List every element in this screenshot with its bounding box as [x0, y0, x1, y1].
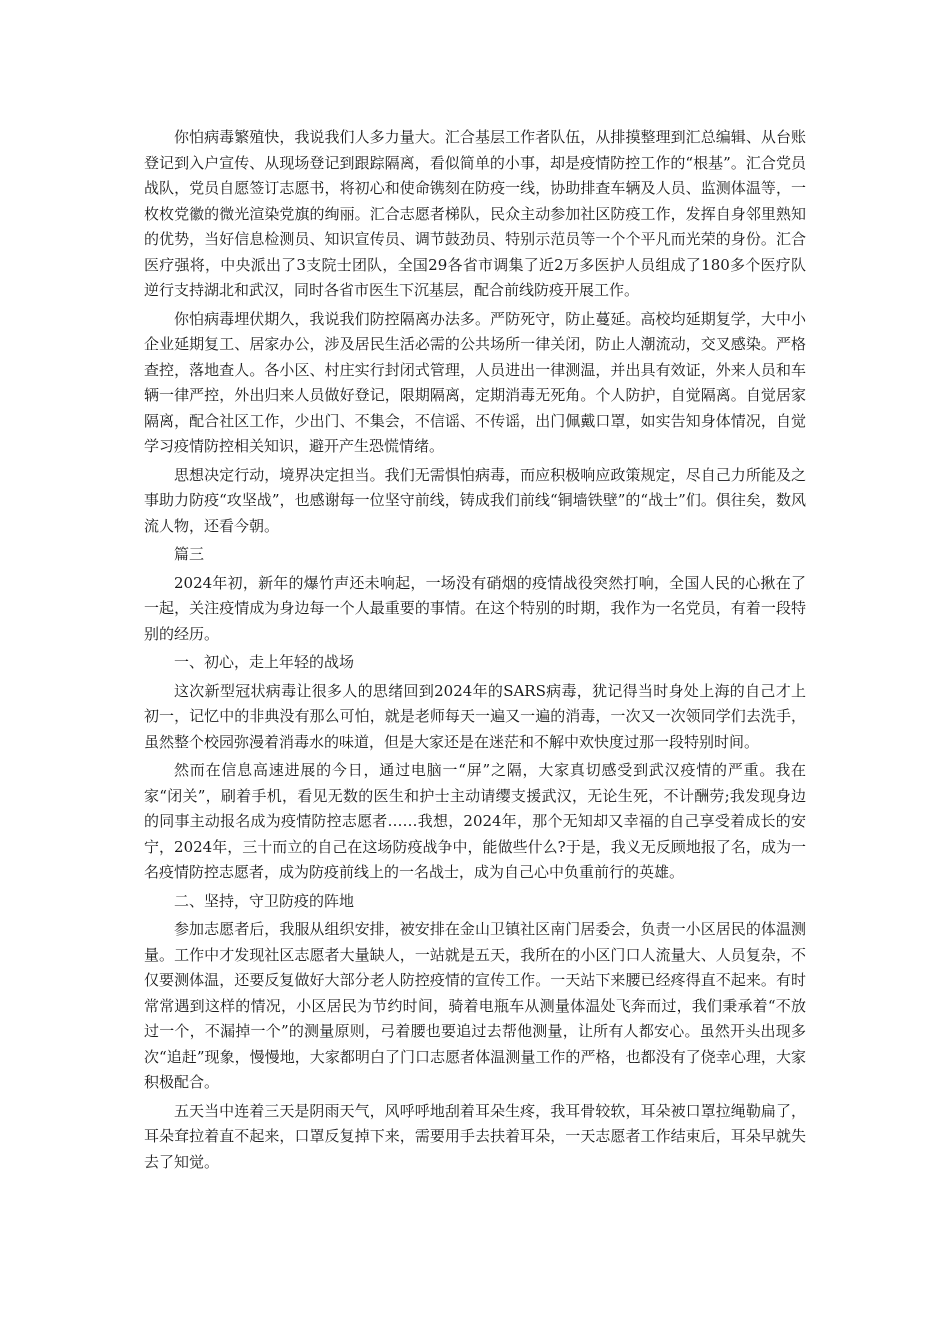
- paragraph-4: 2024年初，新年的爆竹声还未响起，一场没有硝烟的疫情战役突然打响，全国人民的心揪在了一起，关注疫情成为身边每一个人最重要的事情。在这个特别的时期，我作为一名党员，有着一段特别的经历。: [144, 573, 806, 643]
- subheading-1: 一、初心，走上年轻的战场: [174, 653, 355, 671]
- paragraph-1: 你怕病毒繁殖快，我说我们人多力量大。汇合基层工作者队伍，从排摸整理到汇总编辑、从台账登记到入户宣传、从现场登记到跟踪隔离，看似简单的小事，却是疫情防控工作的“根基”。汇合党员战队，党员自愿签订志愿书，将初心和使命镌刻在防疫一线，协助排查车辆及人员、监测体温等，一枚枚党徽的微光渲染党旗的绚丽。汇合志愿者梯队，民众主动参加社区防疫工作，发挥自身邻里熟知的优势，当好信息检测员、知识宣传员、调节鼓劲员、特别示范员等一个个平凡而光荣的身份。汇合医疗强将，中央派出了3支院士团队，全国29各省市调集了近2万多医护人员组成了180多个医疗队逆行支持湖北和武汉，同时各省市医生下沉基层，配合前线防疫开展工作。: [144, 128, 806, 299]
- paragraph-2: 你怕病毒埋伏期久，我说我们防控隔离办法多。严防死守，防止蔓延。高校均延期复学，大中小企业延期复工、居家办公，涉及居民生活必需的公共场所一律关闭，防止人潮流动，交叉感染。严格查控，落地查人。各小区、村庄实行封闭式管理，人员进出一律测温，并出具有效证，外来人员和车辆一律严控，外出归来人员做好登记，限期隔离，定期消毒无死角。个人防护，自觉隔离。自觉居家隔离，配合社区工作，少出门、不集会，不信谣、不传谣，出门佩戴口罩，如实告知身体情况，自觉学习疫情防控相关知识，避开产生恐慌情绪。: [144, 309, 806, 455]
- paragraph-8: 五天当中连着三天是阴雨天气，风呼呼地刮着耳朵生疼，我耳骨较软，耳朵被口罩拉绳勒扁了，耳朵耷拉着直不起来，口罩反复掉下来，需要用手去扶着耳朵，一天志愿者工作结束后，耳朵早就失去了知觉。: [144, 1101, 806, 1171]
- document-page: [144, 125, 806, 1178]
- paragraph-3: 思想决定行动，境界决定担当。我们无需惧怕病毒，而应积极响应政策规定，尽自己力所能及之事助力防疫“攻坚战”，也感谢每一位坚守前线，铸成我们前线“铜墙铁壁”的“战士”们。俱往矣，数风流人物，还看今朝。: [144, 465, 806, 535]
- paragraph-7: 参加志愿者后，我服从组织安排，被安排在金山卫镇社区南门居委会，负责一小区居民的体温测量。工作中才发现社区志愿者大量缺人，一站就是五天，我所在的小区门口人流量大、人员复杂，不仅要测体温，还要反复做好大部分老人防控疫情的宣传工作。一天站下来腰已经疼得直不起来。有时常常遇到这样的情况，小区居民为节约时间，骑着电瓶车从测量体温处飞奔而过，我们秉承着“不放过一个，不漏掉一个”的测量原则，弓着腰也要追过去帮他测量，让所有人都安心。虽然开头出现多次“追赶”现象，慢慢地，大家都明白了门口志愿者体温测量工作的严格，也都没有了侥幸心理，大家积极配合。: [144, 920, 806, 1091]
- subheading-2: 二、坚持，守卫防疫的阵地: [174, 891, 355, 910]
- paragraph-5: 这次新型冠状病毒让很多人的思绪回到2024年的SARS病毒，犹记得当时身处上海的自己才上初一，记忆中的非典没有那么可怕，就是老师每天一遍又一遍的消毒，一次又一次领同学们去洗手，虽然整个校园弥漫着消毒水的味道，但是大家还是在迷茫和不解中欢快度过那一段特别时间。: [144, 681, 806, 751]
- section-heading-pian-san: 篇三: [174, 545, 205, 563]
- paragraph-6: 然而在信息高速进展的今日，通过电脑一“屏”之隔，大家真切感受到武汉疫情的严重。我在家“闭关”，刷着手机，看见无数的医生和护士主动请缨支援武汉，无论生死，不计酬劳;我发现身边的同事主动报名成为疫情防控志愿者……我想，2024年，那个无知却又幸福的自己享受着成长的安宁，2024年，三十而立的自己在这场防疫战争中，能做些什么?于是，我义无反顾地报了名，成为一名疫情防控志愿者，成为防疫前线上的一名战士，成为自己心中负重前行的英雄。: [144, 761, 806, 881]
